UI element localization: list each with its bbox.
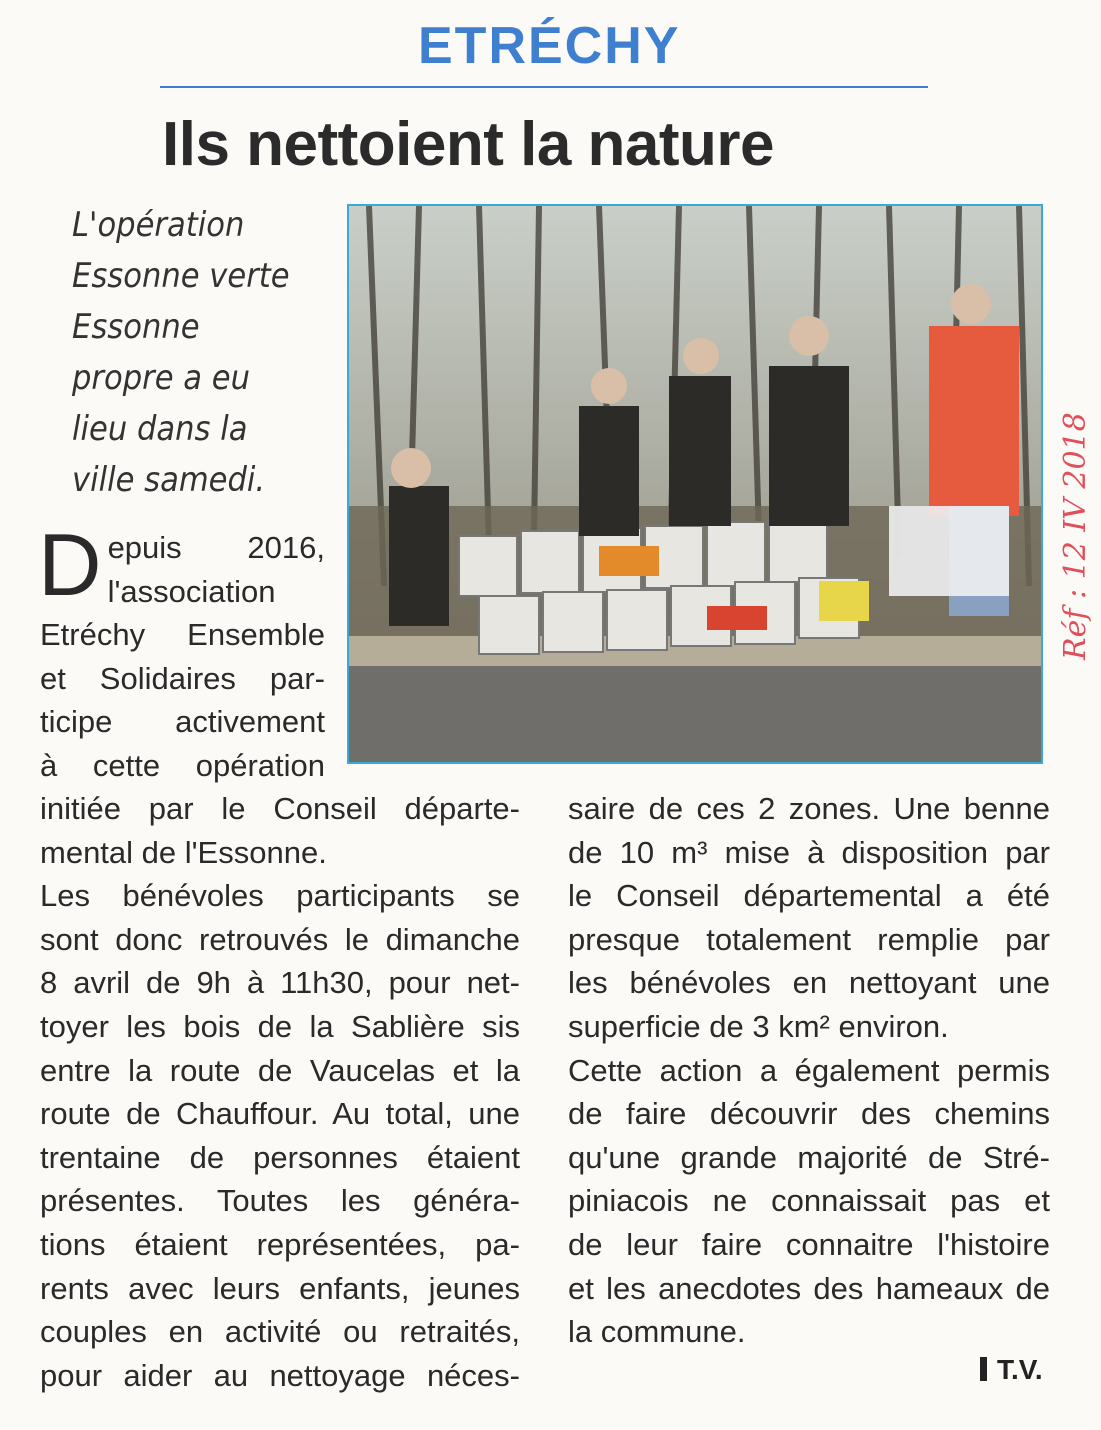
drop-cap: D [38, 515, 102, 614]
adjacent-article-edge [1082, 480, 1101, 1380]
body-line: Cette action a également permis [568, 1052, 1050, 1088]
section-divider [160, 86, 928, 88]
body-line: presque totalement remplie par [568, 921, 1050, 957]
body-line: toyer les bois de la Sablière sis [40, 1008, 520, 1044]
body-line: l'association [107, 573, 276, 609]
handwritten-reference [1040, 340, 1093, 670]
body-line: et les anecdotes des hameaux de [568, 1270, 1050, 1306]
body-line: Les bénévoles participants se [40, 878, 520, 914]
body-line: sont donc retrouvés le dimanche [40, 921, 520, 957]
standfirst-line: lieu dans la [72, 409, 248, 449]
body-line: 8 avril de 9h à 11h30, pour net- [40, 965, 520, 1001]
body-line: entre la route de Vaucelas et la [40, 1052, 520, 1088]
byline-text: T.V. [997, 1354, 1043, 1385]
body-line: pour aider au nettoyage néces- [40, 1357, 520, 1393]
body-line: couples en activité ou retraités, [40, 1314, 520, 1350]
body-line: route de Chauffour. Au total, une [40, 1096, 520, 1132]
byline [980, 1354, 1043, 1386]
body-line: piniacois ne connaissait pas et [568, 1183, 1050, 1219]
body-line: à cette opération [40, 747, 325, 783]
body-line: de 10 m³ mise à disposition par [568, 834, 1050, 870]
standfirst-line: ville samedi. [72, 460, 266, 500]
body-line: qu'une grande majorité de Stré- [568, 1139, 1050, 1175]
body-line: les bénévoles en nettoyant une [568, 965, 1050, 1001]
body-line: ticipe activement [40, 704, 325, 740]
body-line: de faire découvrir des chemins [568, 1096, 1050, 1132]
body-line: superficie de 3 km² environ. [568, 1008, 949, 1044]
body-column-right [568, 787, 1050, 1354]
body-line: la commune. [568, 1314, 746, 1350]
body-line: de leur faire connaitre l'histoire [568, 1226, 1050, 1262]
photo-illustration [349, 206, 1041, 762]
body-line: tions étaient représentées, pa- [40, 1226, 520, 1262]
standfirst-line: Essonne [72, 307, 200, 347]
handwritten-reference-text: Réf : 12 IV 2018 [1058, 412, 1093, 660]
byline-marker [980, 1357, 987, 1381]
standfirst [72, 200, 324, 506]
body-column-left [40, 787, 520, 1397]
body-line: et Solidaires par- [40, 660, 325, 696]
standfirst-line: L'opération [72, 205, 245, 245]
article-photo [347, 204, 1043, 764]
body-column-intro [38, 515, 325, 788]
body-line: présentes. Toutes les généra- [40, 1183, 520, 1219]
body-line: initiée par le Conseil départe- [40, 791, 520, 826]
body-line: mental de l'Essonne. [40, 834, 327, 870]
section-title: ETRÉCHY [418, 17, 681, 75]
headline: Ils nettoient la nature [162, 110, 775, 179]
body-line: rents avec leurs enfants, jeunes [40, 1270, 520, 1306]
body-line: trentaine de personnes étaient [40, 1139, 520, 1175]
body-line: le Conseil départemental a été [568, 878, 1050, 914]
standfirst-line: Essonne verte [72, 256, 290, 296]
body-line: Etréchy Ensemble [40, 617, 325, 653]
body-line: saire de ces 2 zones. Une benne [568, 791, 1050, 826]
body-line: epuis 2016, [107, 530, 325, 565]
standfirst-line: propre a eu [72, 358, 250, 398]
